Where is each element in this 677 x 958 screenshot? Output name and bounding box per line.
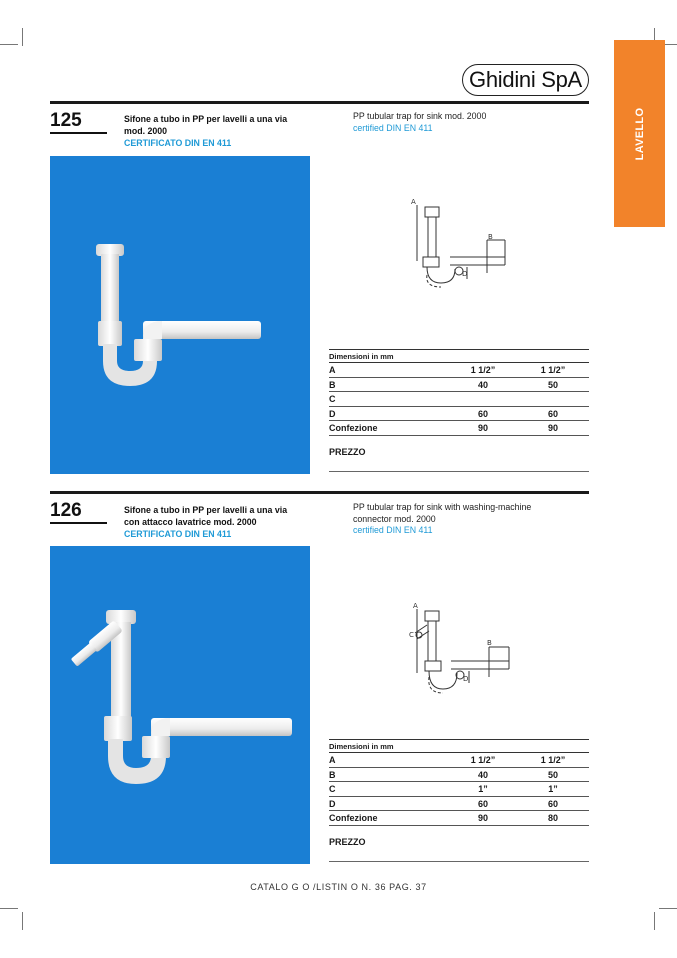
table-row: B 40 50 bbox=[329, 768, 589, 783]
trap-illustration bbox=[50, 156, 310, 474]
drawing-label: D bbox=[462, 270, 468, 278]
category-tab-label: LAVELLO bbox=[633, 107, 646, 160]
title-en-line: connector mod. 2000 bbox=[353, 513, 436, 524]
title-it-line: Sifone a tubo in PP per lavelli a una via bbox=[124, 505, 288, 515]
crop-mark bbox=[22, 912, 23, 930]
price-label: PREZZO bbox=[329, 837, 366, 847]
crop-mark bbox=[0, 908, 18, 909]
section-separator bbox=[50, 491, 589, 494]
title-en-line: PP tubular trap for sink mod. 2000 bbox=[353, 111, 487, 121]
crop-mark bbox=[0, 44, 18, 45]
technical-drawing bbox=[405, 195, 515, 295]
crop-mark bbox=[659, 908, 677, 909]
category-tab bbox=[614, 40, 665, 227]
drawing-label: A bbox=[411, 198, 416, 206]
product-photo bbox=[50, 156, 310, 474]
drawing-label: B bbox=[487, 639, 492, 647]
product-code: 125 bbox=[50, 110, 82, 131]
table-header: Dimensioni in mm bbox=[329, 349, 589, 363]
title-english bbox=[353, 502, 583, 537]
dimensions-table bbox=[329, 739, 589, 826]
table-row: A 1 1/2” 1 1/2” bbox=[329, 753, 589, 768]
table-row: A 1 1/2” 1 1/2” bbox=[329, 363, 589, 378]
table-row: Confezione 90 80 bbox=[329, 811, 589, 826]
certification-it: CERTIFICATO DIN EN 411 bbox=[124, 529, 232, 539]
crop-mark bbox=[654, 912, 655, 930]
certification-it: CERTIFICATO DIN EN 411 bbox=[124, 138, 232, 148]
title-it-line: Sifone a tubo in PP per lavelli a una via bbox=[124, 114, 288, 124]
certification-en: certified DIN EN 411 bbox=[353, 525, 433, 535]
code-underline bbox=[50, 132, 107, 134]
table-row: Confezione 90 90 bbox=[329, 421, 589, 436]
product-code: 126 bbox=[50, 500, 82, 521]
price-rule bbox=[329, 471, 589, 472]
table-header: Dimensioni in mm bbox=[329, 739, 589, 753]
header-rule bbox=[50, 101, 589, 104]
drawing-label: B bbox=[488, 233, 493, 241]
price-label: PREZZO bbox=[329, 447, 366, 457]
title-it-line: mod. 2000 bbox=[124, 126, 168, 136]
drawing-label: A bbox=[413, 602, 418, 610]
title-it-line: con attacco lavatrice mod. 2000 bbox=[124, 517, 257, 527]
dimensions-table bbox=[329, 349, 589, 436]
code-underline bbox=[50, 522, 107, 524]
drawing-label: D bbox=[463, 675, 469, 683]
product-photo bbox=[50, 546, 310, 864]
page-footer: CATALO G O /LISTIN O N. 36 PAG. 37 bbox=[250, 882, 427, 892]
crop-mark bbox=[22, 28, 23, 46]
brand-logo: Ghidini SpA bbox=[462, 64, 589, 96]
table-row: C bbox=[329, 392, 589, 407]
drawing-label: C bbox=[409, 631, 414, 639]
certification-en: certified DIN EN 411 bbox=[353, 122, 433, 133]
title-italian bbox=[124, 504, 324, 540]
technical-drawing bbox=[405, 585, 515, 695]
table-row: C 1” 1” bbox=[329, 782, 589, 797]
title-italian bbox=[124, 113, 324, 149]
price-rule bbox=[329, 861, 589, 862]
table-row: D 60 60 bbox=[329, 407, 589, 422]
trap-illustration bbox=[50, 546, 310, 864]
table-row: B 40 50 bbox=[329, 378, 589, 393]
table-row: D 60 60 bbox=[329, 797, 589, 812]
title-english bbox=[353, 111, 583, 134]
title-en-line: PP tubular trap for sink with washing-machine bbox=[353, 502, 532, 512]
